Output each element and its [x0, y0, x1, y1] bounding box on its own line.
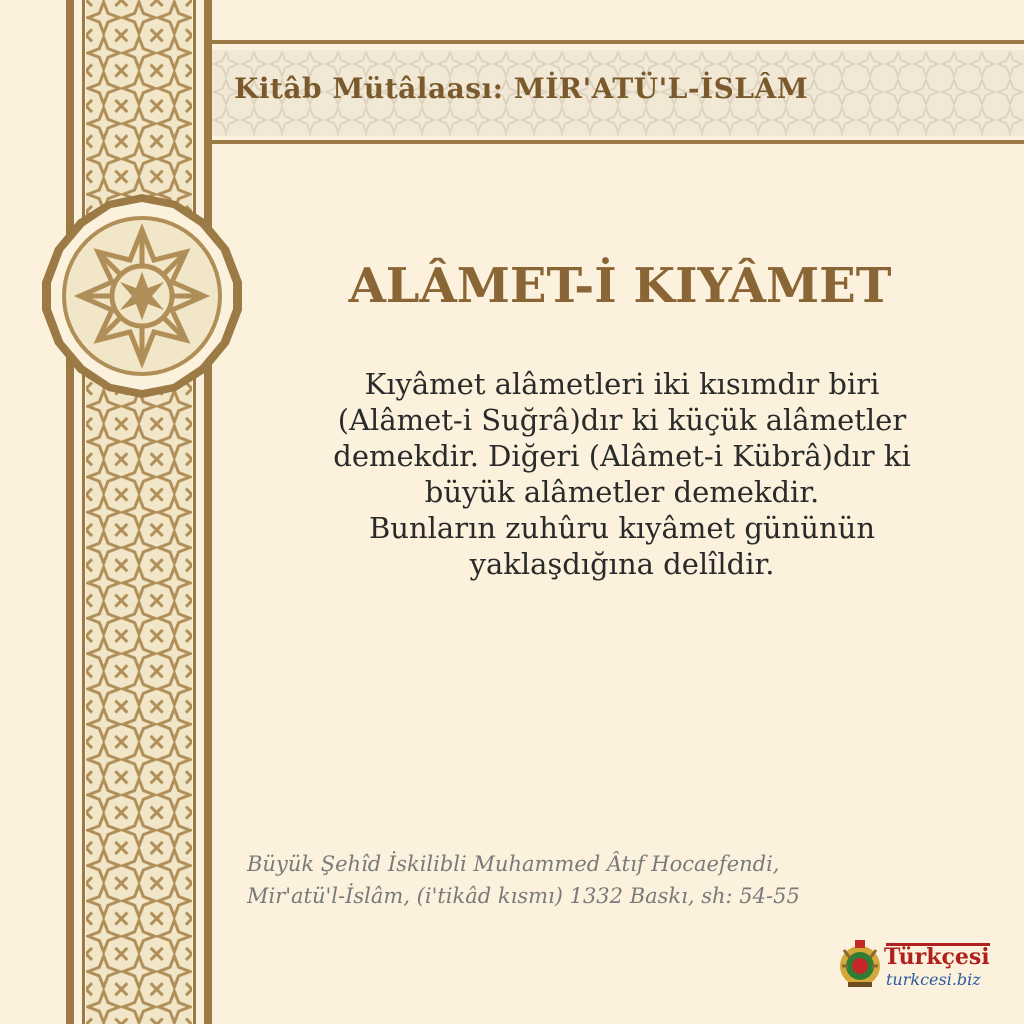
body-line: demekdir. Diğeri (Alâmet-i Kübrâ)dır ki: [333, 439, 911, 473]
band-border-left: [66, 0, 74, 1024]
citation-line: Büyük Şehîd İskilibli Muhammed Âtıf Hocaefendi,: [247, 852, 780, 876]
citation-line: Mir'atü'l-İslâm, (i'tikâd kısmı) 1332 Baskı, sh: 54-55: [247, 884, 800, 908]
body-line: yaklaşdığına delîldir.: [469, 547, 775, 581]
body-paragraph: [262, 366, 982, 582]
ottoman-emblem-icon: [834, 938, 886, 990]
header-title: Kitâb Mütâlaası: MİR'ATÜ'L-İSLÂM: [234, 72, 809, 105]
band-inner-line-left: [82, 0, 85, 1024]
header-border-bottom: [212, 140, 1024, 144]
body-line: büyük alâmetler demekdir.: [424, 475, 820, 509]
body-line: Kıyâmet alâmetleri iki kısımdır biri: [364, 367, 880, 401]
citation: [247, 848, 927, 912]
header-border-top: [212, 40, 1024, 44]
band-inner-line-right: [193, 0, 196, 1024]
brand-logo[interactable]: [834, 936, 994, 996]
page-title: ALÂMET-İ KIYÂMET: [348, 258, 892, 314]
body-line: Bunların zuhûru kıyâmet gününün: [368, 511, 875, 545]
band-border-right: [204, 0, 212, 1024]
body-line: (Alâmet-i Suğrâ)dır ki küçük alâmetler: [337, 403, 907, 437]
rosette-medallion-icon: [36, 190, 248, 402]
brand-name: Türkçesi: [884, 944, 990, 970]
geometric-pattern-vertical: [86, 0, 192, 1024]
brand-url[interactable]: turkcesi.biz: [886, 970, 981, 989]
